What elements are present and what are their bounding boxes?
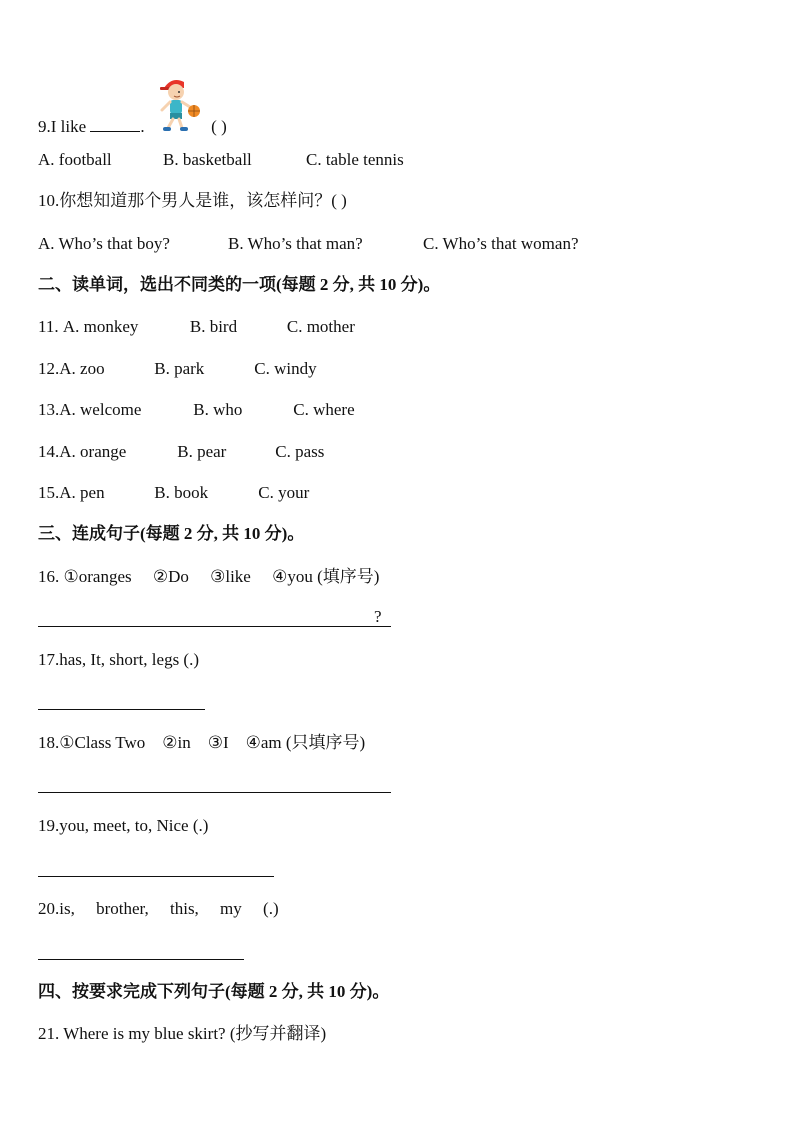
q9-prefix: 9.I like [38,117,87,136]
q11-number: 11. [38,317,59,336]
q15-option-a[interactable]: A. pen [59,483,105,502]
q9-option-b[interactable]: B. basketball [163,150,252,169]
q9-answer-blank[interactable] [90,131,140,132]
question-13 [38,399,355,421]
basketball-player-illustration [150,74,206,134]
q13-number: 13. [38,400,60,419]
q15-option-c[interactable]: C. your [258,483,310,502]
question-18: 18.①Class Two ②in ③I ④am (只填序号) [38,733,366,752]
q12-option-b[interactable]: B. park [154,359,205,378]
q20-answer-line[interactable] [38,959,244,960]
section-3-title: 三、连成句子(每题 2 分, 共 10 分)。 [38,524,305,543]
q11-option-c[interactable]: C. mother [286,317,355,336]
q16-question-mark: ? [374,607,382,626]
q14-option-a[interactable]: A. orange [59,442,127,461]
q10-option-b[interactable]: B. Who’s that man? [228,234,363,253]
question-12 [38,358,317,380]
q9-answer-paren[interactable]: ( ) [211,117,227,136]
q14-number: 14. [38,442,60,461]
question-19: 19.you, meet, to, Nice (.) [38,816,209,835]
q9-option-c[interactable]: C. table tennis [306,150,404,169]
question-15 [38,482,309,504]
section-2-title: 二、读单词，选出不同类的一项(每题 2 分, 共 10 分)。 [38,275,441,294]
q13-option-b[interactable]: B. who [193,400,243,419]
q9-option-a[interactable]: A. football [38,150,112,169]
section-4-title: 四、按要求完成下列句子(每题 2 分, 共 10 分)。 [38,982,390,1001]
question-10-stem: 10.你想知道那个男人是谁，该怎样问？( ) [38,191,347,210]
q13-option-c[interactable]: C. where [293,400,355,419]
q12-option-a[interactable]: A. zoo [59,359,105,378]
q14-option-c[interactable]: C. pass [275,442,325,461]
question-16: 16. ①oranges ②Do ③like ④you (填序号) [38,567,380,586]
question-11 [38,316,355,338]
q10-option-a[interactable]: A. Who’s that boy? [38,234,170,253]
q17-answer-line[interactable] [38,709,205,710]
q11-option-a[interactable]: A. monkey [62,317,139,336]
q15-option-b[interactable]: B. book [154,483,209,502]
q16-answer-line[interactable] [38,626,391,627]
q9-suffix: . [140,117,145,136]
q18-answer-line[interactable] [38,792,391,793]
q11-option-b[interactable]: B. bird [189,317,238,336]
q15-number: 15. [38,483,60,502]
question-14 [38,441,324,463]
q12-option-c[interactable]: C. windy [254,359,317,378]
question-17: 17.has, It, short, legs (.) [38,650,200,669]
q13-option-a[interactable]: A. welcome [59,400,142,419]
question-21: 21. Where is my blue skirt? (抄写并翻译) [38,1024,327,1043]
q10-option-c[interactable]: C. Who’s that woman? [423,234,579,253]
q14-option-b[interactable]: B. pear [177,442,227,461]
q19-answer-line[interactable] [38,876,274,877]
q12-number: 12. [38,359,60,378]
question-10-options [38,233,579,255]
question-9-options [38,149,404,171]
question-20: 20.is, brother, this, my (.) [38,899,279,918]
